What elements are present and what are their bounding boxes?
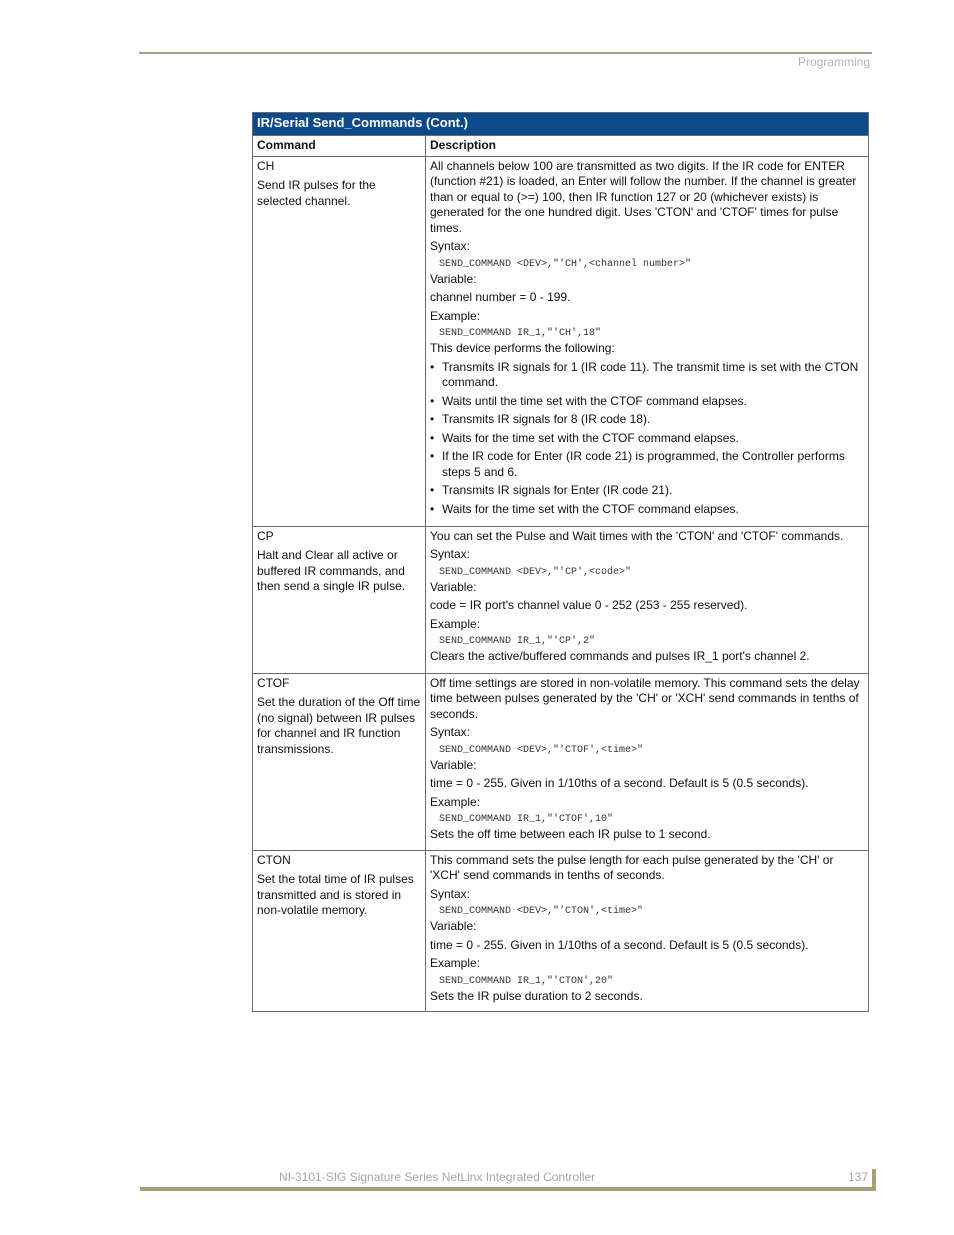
- variable-label: Variable:: [430, 271, 477, 286]
- list-item: • If the IR code for Enter (IR code 21) is programmed, the Controller performs steps 5 and 6.: [430, 449, 864, 480]
- list-item: • Transmits IR signals for Enter (IR code 21).: [430, 483, 864, 499]
- footer-rule: [140, 1187, 876, 1191]
- footer-tick: [872, 1169, 876, 1191]
- command-name: CH: [257, 158, 275, 173]
- command-summary: Set the total time of IR pulses transmitted and is stored in non-volatile memory.: [257, 872, 414, 917]
- command-cell: [253, 850, 426, 1012]
- variable-text: channel number = 0 - 199.: [430, 290, 571, 304]
- command-name: CP: [257, 528, 274, 543]
- list-item: • Waits until the time set with the CTOF command elapses.: [430, 394, 864, 410]
- example-code: SEND_COMMAND IR_1,"'CTON',20": [439, 975, 614, 987]
- table-title: IR/Serial Send_Commands (Cont.): [253, 113, 869, 136]
- description-cell: [426, 156, 869, 526]
- variable-text: code = IR port's channel value 0 - 252 (253 - 255 reserved).: [430, 598, 748, 612]
- example-label: Example:: [430, 956, 481, 970]
- command-name: CTON: [257, 852, 291, 867]
- table-row: [253, 850, 869, 1012]
- table-row: [253, 526, 869, 673]
- variable-label: Variable:: [430, 919, 477, 933]
- column-header-description: Description: [426, 136, 869, 157]
- description-intro: This command sets the pulse length for each pulse generated by the 'CH' or 'XCH' send commands in tenths of seconds.: [430, 852, 834, 882]
- description-intro: All channels below 100 are transmitted as two digits. If the IR code for ENTER (function #21) is loaded, an Enter will follow the number. If the channel is greater than or equal to (>=) 100, then IR function 127 or 20 (whichever exists) is generated for the one hundred digit. Uses 'CTON' and 'CTOF' times for pulse times.: [430, 158, 857, 235]
- variable-label: Variable:: [430, 579, 477, 594]
- table-row: [253, 156, 869, 526]
- variable-text: time = 0 - 255. Given in 1/10ths of a second. Default is 5 (0.5 seconds).: [430, 937, 809, 952]
- example-code: SEND_COMMAND IR_1,"'CTOF',10": [439, 814, 614, 825]
- command-summary: Halt and Clear all active or buffered IR commands, and then send a single IR pulse.: [257, 548, 406, 593]
- example-code: SEND_COMMAND IR_1,"'CH',18": [439, 328, 602, 339]
- syntax-code: SEND_COMMAND <DEV>,"'CTOF',<time>": [439, 744, 644, 756]
- example-label: Example:: [430, 794, 481, 809]
- description-cell: [426, 850, 869, 1012]
- result-text: Sets the off time between each IR pulse to 1 second.: [430, 827, 711, 841]
- result-text: Clears the active/buffered commands and pulses IR_1 port's channel 2.: [430, 649, 810, 663]
- example-label: Example:: [430, 308, 481, 323]
- syntax-label: Syntax:: [430, 239, 471, 253]
- list-item: • Transmits IR signals for 8 (IR code 18).: [430, 412, 864, 428]
- syntax-label: Syntax:: [430, 547, 471, 561]
- result-text: Sets the IR pulse duration to 2 seconds.: [430, 988, 643, 1003]
- steps-list: [430, 360, 864, 518]
- list-item: • Waits for the time set with the CTOF command elapses.: [430, 431, 864, 447]
- command-summary: Set the duration of the Off time (no signal) between IR pulses for channel and IR function transmissions.: [257, 695, 421, 756]
- command-name: CTOF: [257, 675, 290, 690]
- command-cell: [253, 526, 426, 673]
- syntax-code: SEND_COMMAND <DEV>,"'CTON',<time>": [439, 906, 644, 917]
- syntax-label: Syntax:: [430, 725, 471, 739]
- command-summary: Send IR pulses for the selected channel.: [257, 178, 376, 208]
- header-rule: [139, 52, 872, 54]
- ir-serial-commands-table: [252, 112, 869, 1012]
- page-number: 137: [848, 1170, 869, 1184]
- command-cell: [253, 156, 426, 526]
- description-cell: [426, 526, 869, 673]
- result-text: This device performs the following:: [430, 341, 615, 355]
- header-section-label: Programming: [797, 55, 870, 69]
- description-intro: You can set the Pulse and Wait times with the 'CTON' and 'CTOF' commands.: [430, 528, 844, 543]
- list-item: • Transmits IR signals for 1 (IR code 11). The transmit time is set with the CTON command.: [430, 360, 864, 391]
- example-code: SEND_COMMAND IR_1,"'CP',2": [439, 636, 596, 647]
- syntax-label: Syntax:: [430, 886, 471, 901]
- description-intro: Off time settings are stored in non-volatile memory. This command sets the delay time between pulses generated by the 'CH' or 'XCH' send commands in tenths of seconds.: [430, 675, 860, 721]
- syntax-code: SEND_COMMAND <DEV>,"'CH',<channel number>": [439, 258, 692, 270]
- variable-text: time = 0 - 255. Given in 1/10ths of a second. Default is 5 (0.5 seconds).: [430, 776, 809, 790]
- footer-document-title: NI-3101-SIG Signature Series NetLinx Integrated Controller: [279, 1170, 596, 1184]
- command-cell: [253, 673, 426, 850]
- syntax-code: SEND_COMMAND <DEV>,"'CP',<code>": [439, 566, 632, 578]
- description-cell: [426, 673, 869, 850]
- variable-label: Variable:: [430, 757, 477, 772]
- list-item: • Waits for the time set with the CTOF command elapses.: [430, 502, 864, 518]
- example-label: Example:: [430, 616, 481, 631]
- column-header-command: Command: [253, 136, 426, 157]
- table-row: [253, 673, 869, 850]
